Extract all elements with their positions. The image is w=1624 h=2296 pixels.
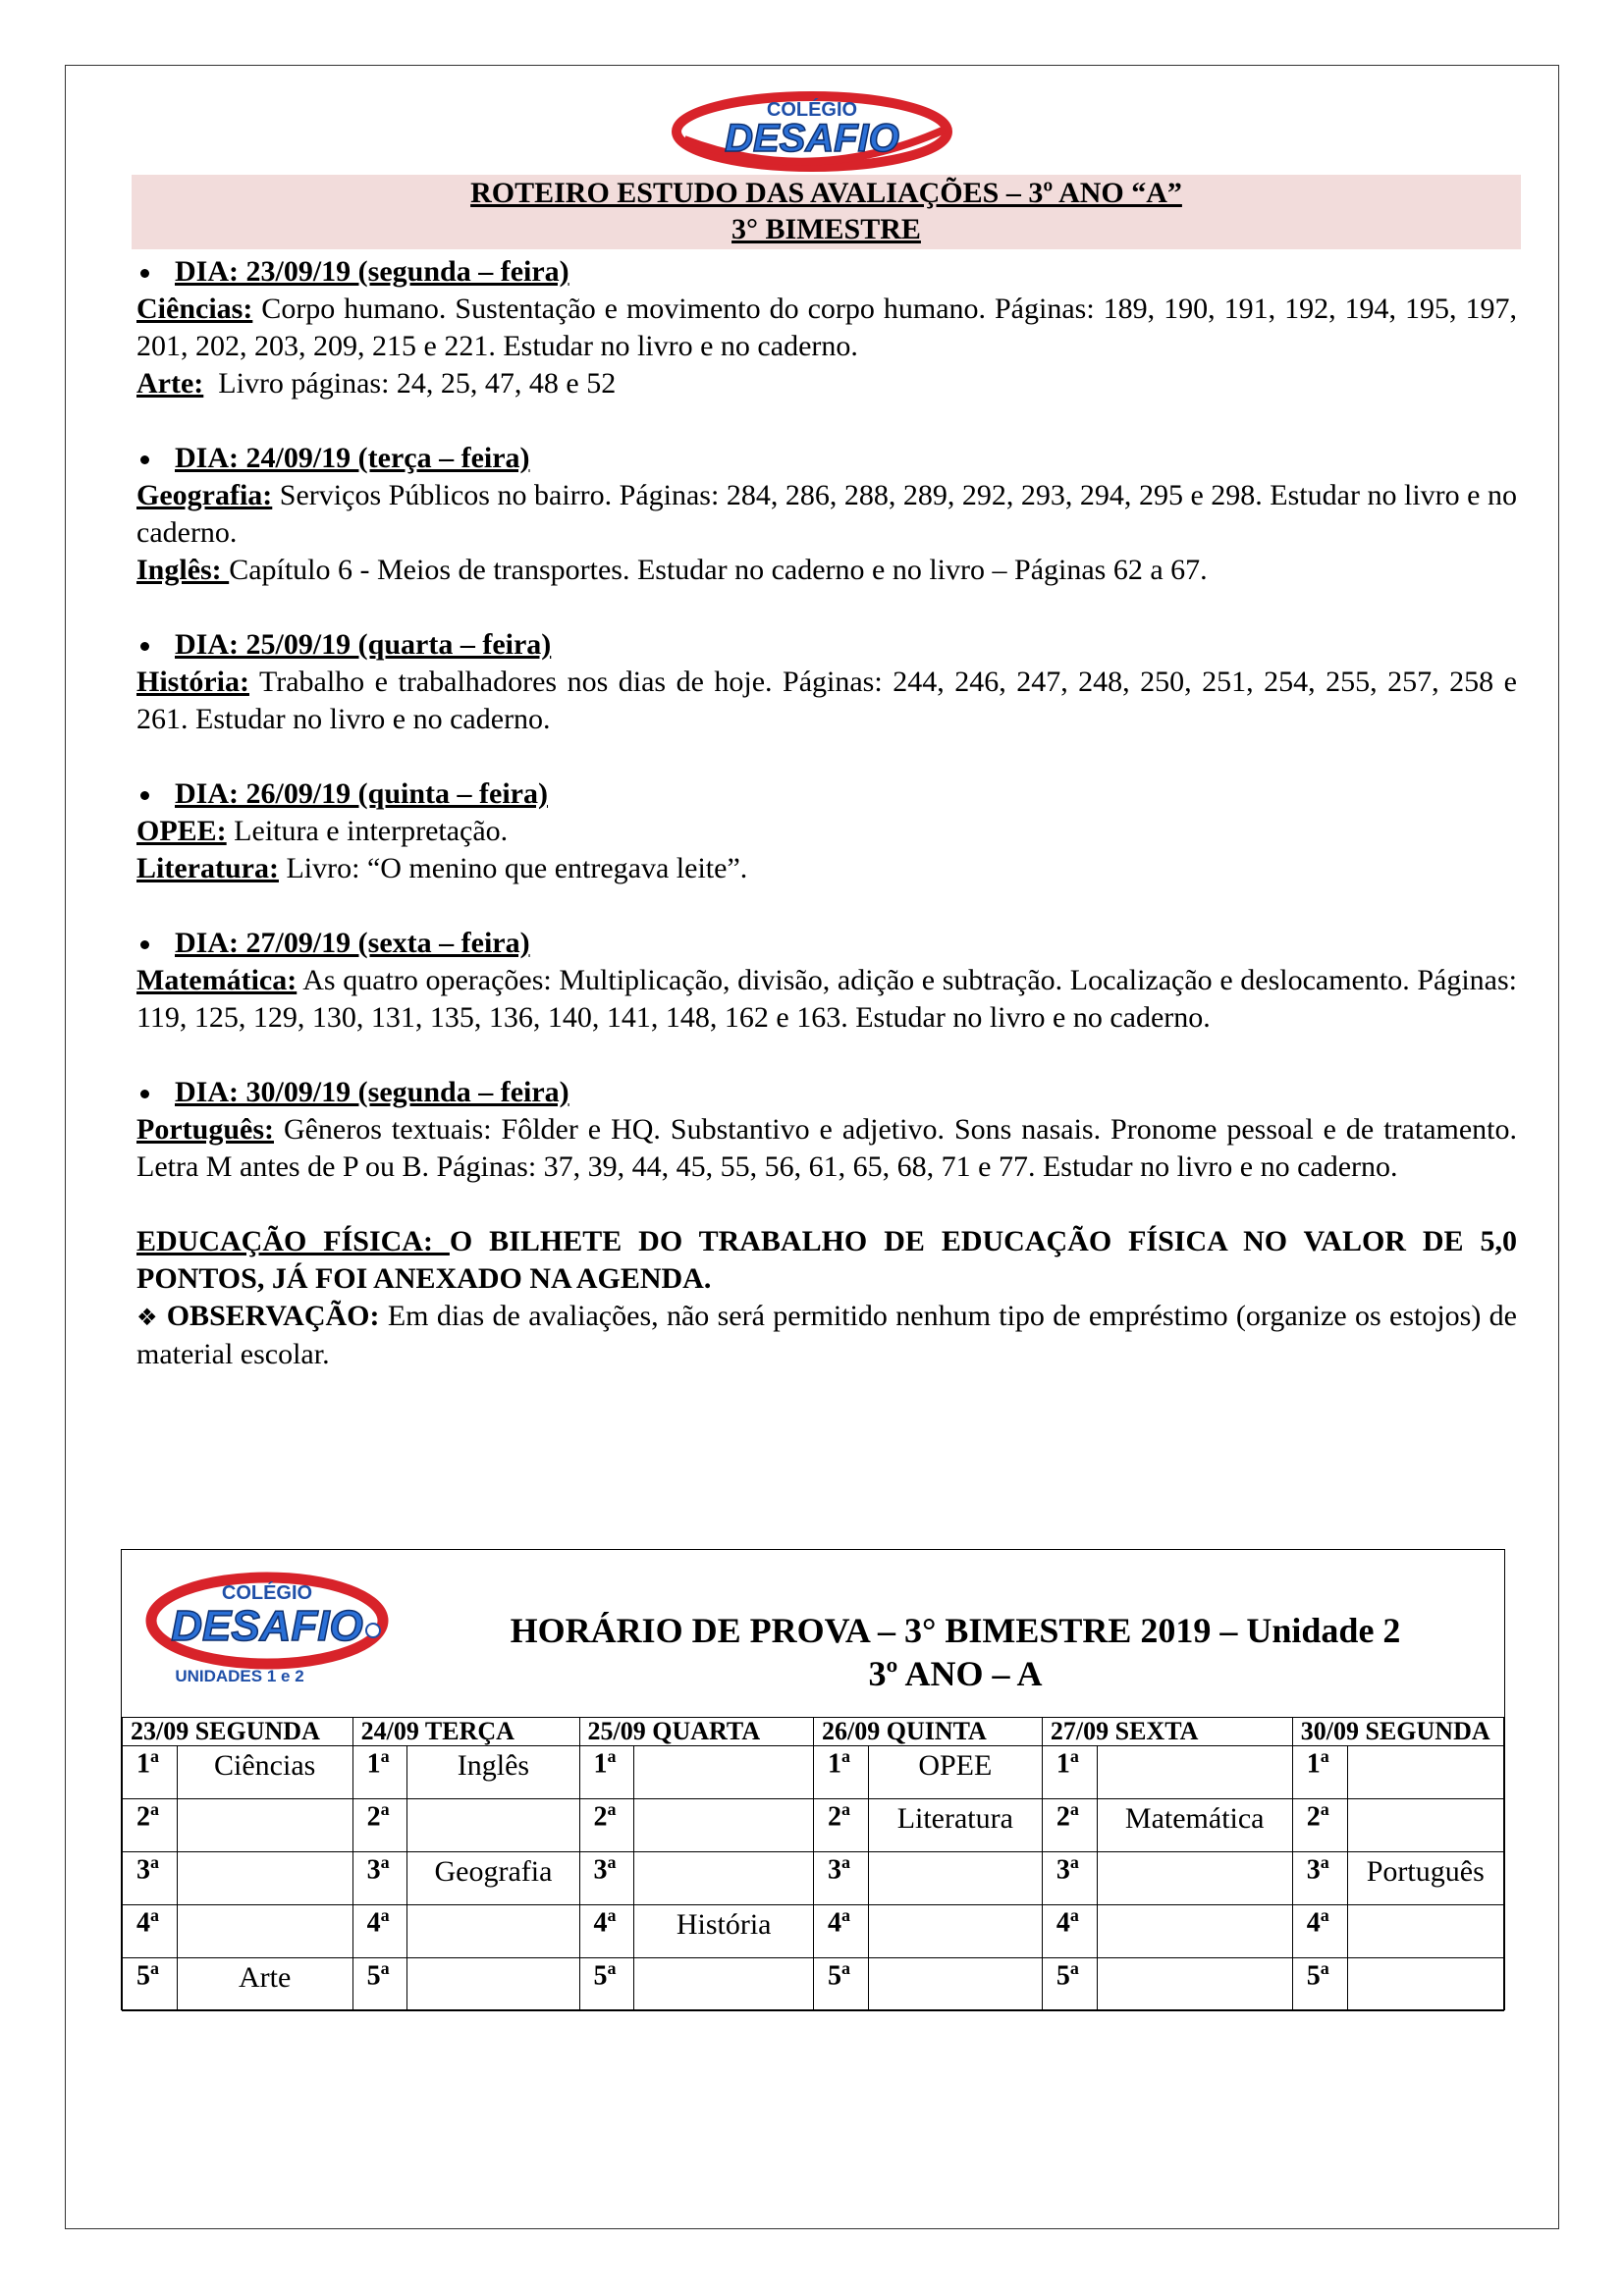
period-number: 2$^a$: [579, 1799, 634, 1852]
title-line-2: 3° BIMESTRE: [731, 213, 921, 245]
title-line-1: ROTEIRO ESTUDO DAS AVALIAÇÕES – 3º ANO “A”: [470, 177, 1182, 209]
subject-paragraph: [136, 477, 1517, 552]
period-number: 5$^a$: [814, 1958, 869, 2011]
subject-paragraph: [136, 813, 1517, 850]
period-number: 2$^a$: [1292, 1799, 1347, 1852]
school-logo: [664, 80, 960, 175]
subject-label: Literatura:: [136, 852, 279, 884]
exam-subject-cell: Arte: [177, 1958, 352, 2011]
period-number: 3$^a$: [352, 1852, 407, 1905]
period-number: 2$^a$: [814, 1799, 869, 1852]
period-number: 2$^a$: [1042, 1799, 1097, 1852]
schedule-row: [123, 1958, 1504, 2011]
period-number: 5$^a$: [1042, 1958, 1097, 2011]
exam-subject-cell: [1347, 1958, 1503, 2011]
exam-subject-cell: [407, 1905, 579, 1958]
exam-subject-cell: [1347, 1905, 1503, 1958]
exam-subject-cell: [407, 1958, 579, 2011]
exam-subject-cell: OPEE: [868, 1746, 1042, 1799]
exam-subject-cell: Inglês: [407, 1746, 579, 1799]
exam-subject-cell: História: [634, 1905, 814, 1958]
period-number: 4$^a$: [1042, 1905, 1097, 1958]
period-number: 4$^a$: [352, 1905, 407, 1958]
subject-label: Arte:: [136, 367, 204, 400]
exam-subject-cell: Ciências: [177, 1746, 352, 1799]
exam-subject-cell: [634, 1746, 814, 1799]
period-number: 4$^a$: [1292, 1905, 1347, 1958]
exam-subject-cell: [634, 1958, 814, 2011]
subject-text: Livro páginas: 24, 25, 47, 48 e 52: [203, 367, 617, 400]
subject-label: Português:: [136, 1113, 274, 1146]
section-day-6: [136, 1074, 1517, 1186]
period-number: 3$^a$: [1292, 1852, 1347, 1905]
subject-text: Serviços Públicos no bairro. Páginas: 284, 286, 288, 289, 292, 293, 294, 295 e 298. Estudar no livro e no caderno.: [136, 479, 1517, 549]
section-day-4: [136, 775, 1517, 887]
day-heading: DIA: 23/09/19 (segunda – feira): [136, 253, 1517, 291]
day-heading: DIA: 27/09/19 (sexta – feira): [136, 925, 1517, 962]
period-number: 3$^a$: [1042, 1852, 1097, 1905]
exam-subject-cell: [1097, 1746, 1292, 1799]
day-heading: DIA: 30/09/19 (segunda – feira): [136, 1074, 1517, 1111]
exam-subject-cell: [177, 1905, 352, 1958]
subject-paragraph: [136, 552, 1517, 589]
period-number: 1$^a$: [123, 1746, 178, 1799]
observation-text: Em dias de avaliações, não será permitido nenhum tipo de empréstimo (organize os estojos) de material escolar.: [136, 1300, 1517, 1370]
exam-subject-cell: [1097, 1852, 1292, 1905]
subject-text: As quatro operações: Multiplicação, divisão, adição e subtração. Localização e deslocamento. Páginas: 119, 125, 129, 130, 131, 135, 136, 140, 141, 148, 162 e 163. Estudar no livro e no caderno.: [136, 964, 1517, 1034]
svg-text:COLÉGIO: COLÉGIO: [766, 99, 858, 121]
physical-education-note: [136, 1223, 1517, 1298]
period-number: 1$^a$: [352, 1746, 407, 1799]
exam-subject-cell: [177, 1852, 352, 1905]
subject-paragraph: [136, 1111, 1517, 1186]
svg-text:COLÉGIO: COLÉGIO: [221, 1582, 313, 1604]
schedule-title: [405, 1609, 1506, 1695]
period-number: 3$^a$: [123, 1852, 178, 1905]
subject-text: Trabalho e trabalhadores nos dias de hoje. Páginas: 244, 246, 247, 248, 250, 251, 254, 255, 257, 258 e 261. Estudar no livro e no caderno.: [136, 666, 1517, 735]
subject-text: Corpo humano. Sustentação e movimento do corpo humano. Páginas: 189, 190, 191, 192, 194, 195, 197, 201, 202, 203, 209, 215 e 221. Estudar no livro e no caderno.: [136, 293, 1517, 362]
day-heading: DIA: 25/09/19 (quarta – feira): [136, 626, 1517, 664]
exam-subject-cell: [1097, 1958, 1292, 2011]
column-header: 24/09 TERÇA: [352, 1718, 579, 1746]
schedule-title-line-1: HORÁRIO DE PROVA – 3° BIMESTRE 2019 – Unidade 2: [510, 1611, 1401, 1650]
subject-label: História:: [136, 666, 249, 698]
period-number: 4$^a$: [814, 1905, 869, 1958]
period-number: 1$^a$: [1292, 1746, 1347, 1799]
period-number: 5$^a$: [1292, 1958, 1347, 2011]
day-heading: DIA: 26/09/19 (quinta – feira): [136, 775, 1517, 813]
subject-paragraph: [136, 365, 1517, 402]
exam-subject-cell: [1347, 1746, 1503, 1799]
schedule-table: [122, 1717, 1504, 2011]
exam-subject-cell: [177, 1799, 352, 1852]
column-header: 30/09 SEGUNDA: [1292, 1718, 1503, 1746]
schedule-logo: [141, 1564, 399, 1691]
section-day-2: [136, 440, 1517, 589]
section-day-3: [136, 626, 1517, 738]
period-number: 1$^a$: [814, 1746, 869, 1799]
exam-subject-cell: Português: [1347, 1852, 1503, 1905]
subject-paragraph: [136, 850, 1517, 887]
schedule-row: [123, 1905, 1504, 1958]
subject-paragraph: [136, 291, 1517, 365]
schedule-header-row: [123, 1718, 1504, 1746]
column-header: 25/09 QUARTA: [579, 1718, 813, 1746]
period-number: 3$^a$: [814, 1852, 869, 1905]
period-number: 5$^a$: [123, 1958, 178, 2011]
exam-subject-cell: Geografia: [407, 1852, 579, 1905]
exam-subject-cell: [868, 1905, 1042, 1958]
schedule-row: [123, 1746, 1504, 1799]
subject-label: OPEE:: [136, 815, 227, 847]
period-number: 2$^a$: [123, 1799, 178, 1852]
period-number: 5$^a$: [579, 1958, 634, 2011]
schedule-body: [123, 1746, 1504, 2011]
subject-paragraph: [136, 664, 1517, 738]
subject-text: Leitura e interpretação.: [226, 815, 509, 847]
exam-subject-cell: [407, 1799, 579, 1852]
schedule-row: [123, 1852, 1504, 1905]
day-heading: DIA: 24/09/19 (terça – feira): [136, 440, 1517, 477]
period-number: 2$^a$: [352, 1799, 407, 1852]
svg-text:DESAFIO: DESAFIO: [171, 1602, 363, 1650]
period-number: 5$^a$: [352, 1958, 407, 2011]
period-number: 1$^a$: [579, 1746, 634, 1799]
period-number: 4$^a$: [123, 1905, 178, 1958]
physical-education-text: O BILHETE DO TRABALHO DE EDUCAÇÃO FÍSICA NO VALOR DE 5,0 PONTOS, JÁ FOI ANEXADO NA AGENDA.: [136, 1225, 1518, 1295]
exam-subject-cell: [634, 1799, 814, 1852]
section-day-5: [136, 925, 1517, 1037]
column-header: 27/09 SEXTA: [1042, 1718, 1292, 1746]
exam-subject-cell: [868, 1852, 1042, 1905]
section-day-1: [136, 253, 1517, 402]
period-number: 1$^a$: [1042, 1746, 1097, 1799]
diamond-bullet-icon: ❖: [136, 1304, 159, 1331]
subject-text: Capítulo 6 - Meios de transportes. Estudar no caderno e no livro – Páginas 62 a 67.: [229, 554, 1208, 586]
subject-text: Livro: “O menino que entregava leite”.: [278, 852, 748, 884]
exam-subject-cell: [634, 1852, 814, 1905]
period-number: 4$^a$: [579, 1905, 634, 1958]
subject-paragraph: [136, 962, 1517, 1037]
exam-schedule: [121, 1549, 1505, 2010]
exam-subject-cell: Matemática: [1097, 1799, 1292, 1852]
period-number: 3$^a$: [579, 1852, 634, 1905]
column-header: 23/09 SEGUNDA: [123, 1718, 353, 1746]
svg-text:UNIDADES 1 e 2: UNIDADES 1 e 2: [175, 1667, 304, 1685]
subject-label: Ciências:: [136, 293, 253, 325]
observation-note: [136, 1298, 1517, 1373]
exam-subject-cell: [1347, 1799, 1503, 1852]
study-sections: [136, 253, 1517, 1373]
exam-subject-cell: [868, 1958, 1042, 2011]
subject-label: Geografia:: [136, 479, 273, 511]
schedule-title-line-2: 3º ANO – A: [868, 1654, 1043, 1693]
subject-label: Inglês:: [136, 554, 230, 586]
exam-subject-cell: Literatura: [868, 1799, 1042, 1852]
column-header: 26/09 QUINTA: [814, 1718, 1043, 1746]
subject-text: Gêneros textuais: Fôlder e HQ. Substantivo e adjetivo. Sons nasais. Pronome pessoal e de tratamento. Letra M antes de P ou B. Páginas: 37, 39, 44, 45, 55, 56, 61, 65, 68, 71 e 77. Estudar no livro e no caderno.: [136, 1113, 1517, 1183]
document-title: [132, 175, 1521, 249]
svg-text:DESAFIO: DESAFIO: [725, 117, 899, 160]
schedule-row: [123, 1799, 1504, 1852]
observation-label: OBSERVAÇÃO:: [158, 1300, 380, 1332]
exam-subject-cell: [1097, 1905, 1292, 1958]
physical-education-label: EDUCAÇÃO FÍSICA:: [136, 1225, 450, 1257]
subject-label: Matemática:: [136, 964, 298, 996]
